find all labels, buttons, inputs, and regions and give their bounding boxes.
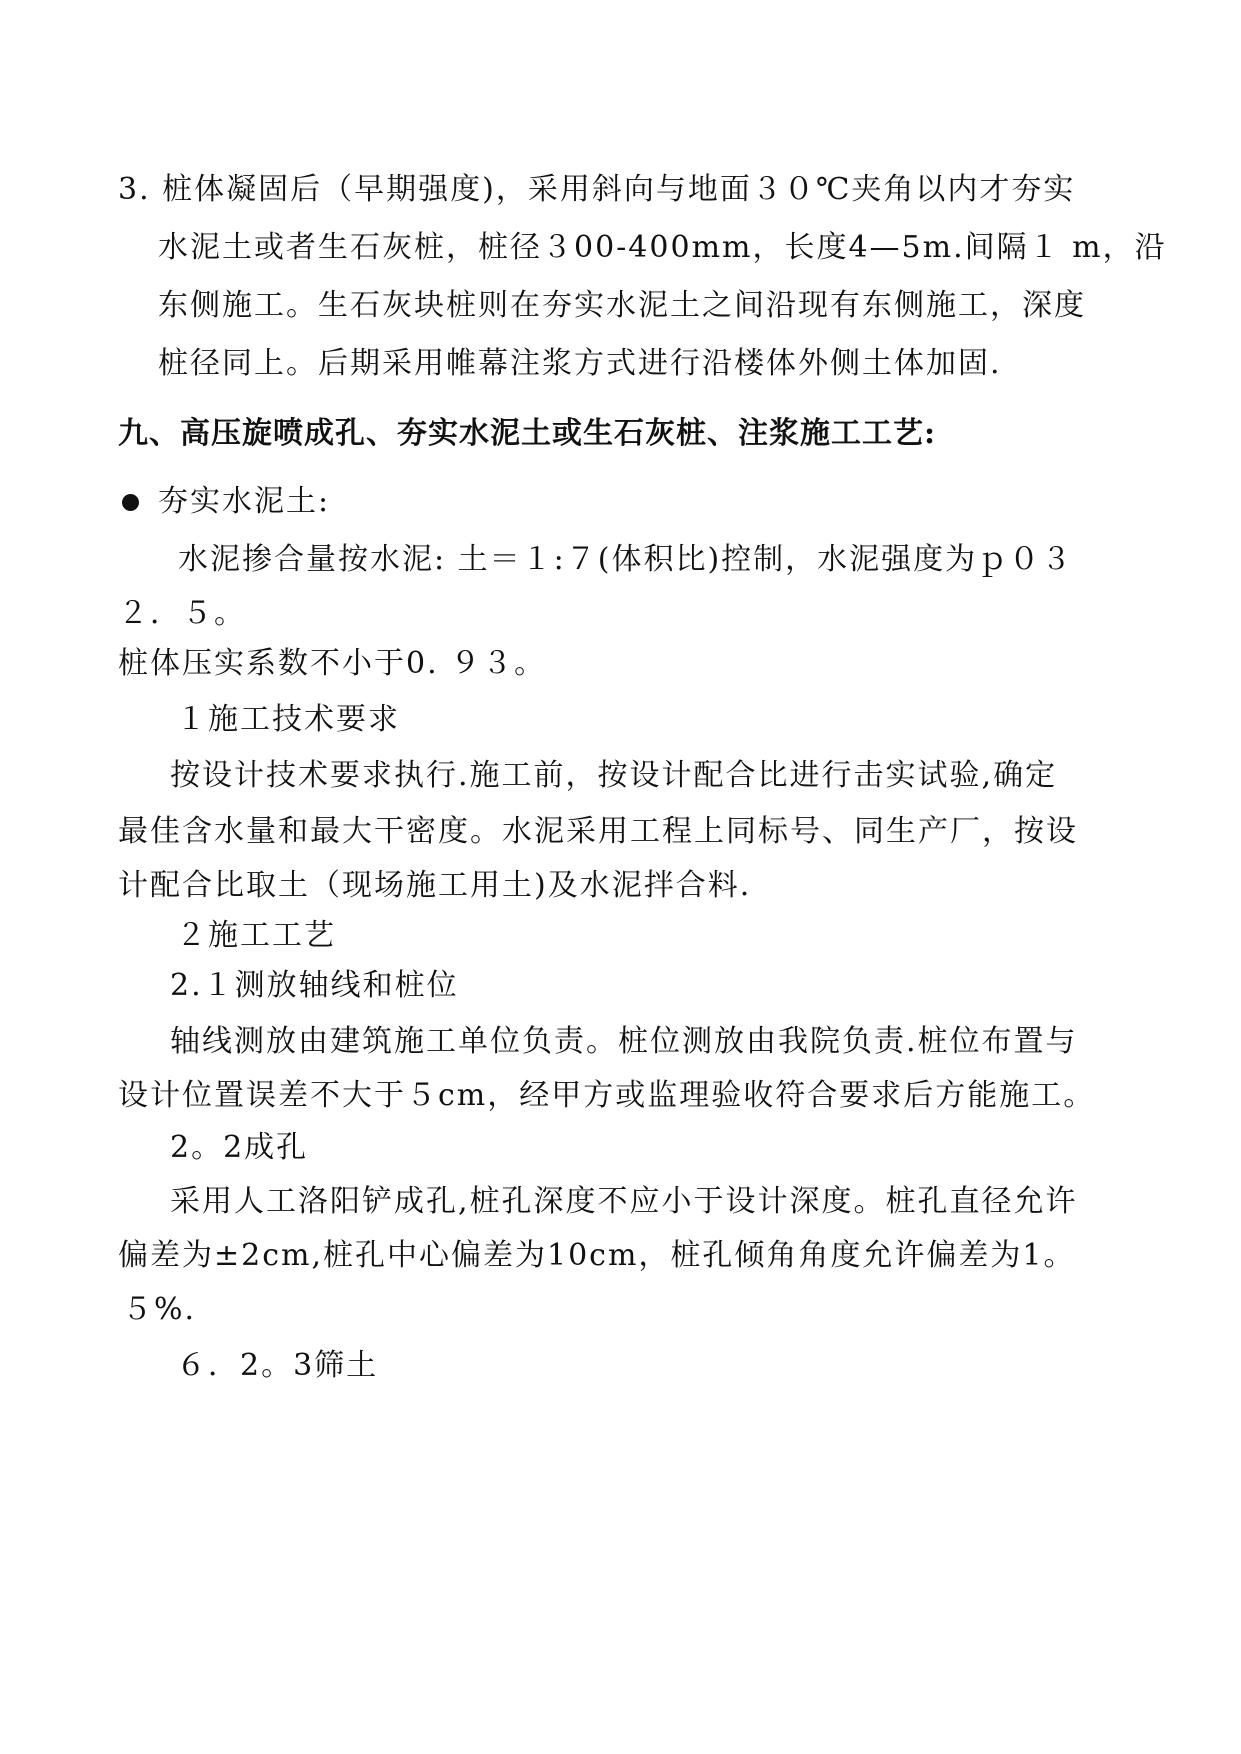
subsection-2-1-line-2: 设计位置误差不大于５cm，经甲方或监理验收符合要求后方能施工。 [118,1078,1096,1113]
bullet-dot-icon [122,494,139,511]
tech-requirements-line-2: 最佳含水量和最大干密度。水泥采用工程上同标号、同生产厂，按设 [118,814,1078,849]
tech-requirements-line-1: 按设计技术要求执行.施工前，按设计配合比进行击实试验,确定 [170,758,1058,793]
construction-process-heading: ２施工工艺 [176,918,336,953]
compaction-coefficient-line: 桩体压实系数不小于0. ９３。 [118,646,547,681]
cement-ratio-line-2: ２．５。 [118,596,246,631]
subsection-2-2-line-3: ５%. [122,1292,197,1327]
subsection-2-1-line-1: 轴线测放由建筑施工单位负责。桩位测放由我院负责.桩位布置与 [170,1024,1078,1059]
section-nine-heading: 九、高压旋喷成孔、夯实水泥土或生石灰桩、注浆施工工艺: [118,416,937,451]
subsection-6-2-3-heading: ６．2。3筛土 [176,1348,379,1383]
subsection-2-2-line-2: 偏差为±2cm,桩孔中心偏差为10cm，桩孔倾角角度允许偏差为1。 [118,1238,1076,1273]
tech-requirements-heading: １施工技术要求 [176,702,400,737]
item3-line-2: 水泥土或者生石灰桩，桩径３00-400mm，长度4—5m.间隔１ m，沿 [158,230,1167,265]
item3-line-1: 3. 桩体凝固后（早期强度)，采用斜向与地面３０℃夹角以内才夯实 [118,172,1076,207]
cement-ratio-line-1: 水泥掺合量按水泥: 土＝１:７(体积比)控制，水泥强度为ｐ０３ [178,542,1074,577]
subsection-2-2-line-1: 采用人工洛阳铲成孔,桩孔深度不应小于设计深度。桩孔直径允许 [170,1184,1078,1219]
tech-requirements-line-3: 计配合比取土（现场施工用土)及水泥拌合料. [118,868,752,903]
bullet-label-rammed-soil-cement: 夯实水泥土: [158,484,331,519]
item3-line-4: 桩径同上。后期采用帷幕注浆方式进行沿楼体外侧土体加固. [158,346,1002,381]
item3-line-3: 东侧施工。生石灰块桩则在夯实水泥土之间沿现有东侧施工，深度 [158,288,1086,323]
subsection-2-2-heading: 2。2成孔 [170,1130,309,1165]
subsection-2-1-heading: 2.１测放轴线和桩位 [170,968,459,1003]
